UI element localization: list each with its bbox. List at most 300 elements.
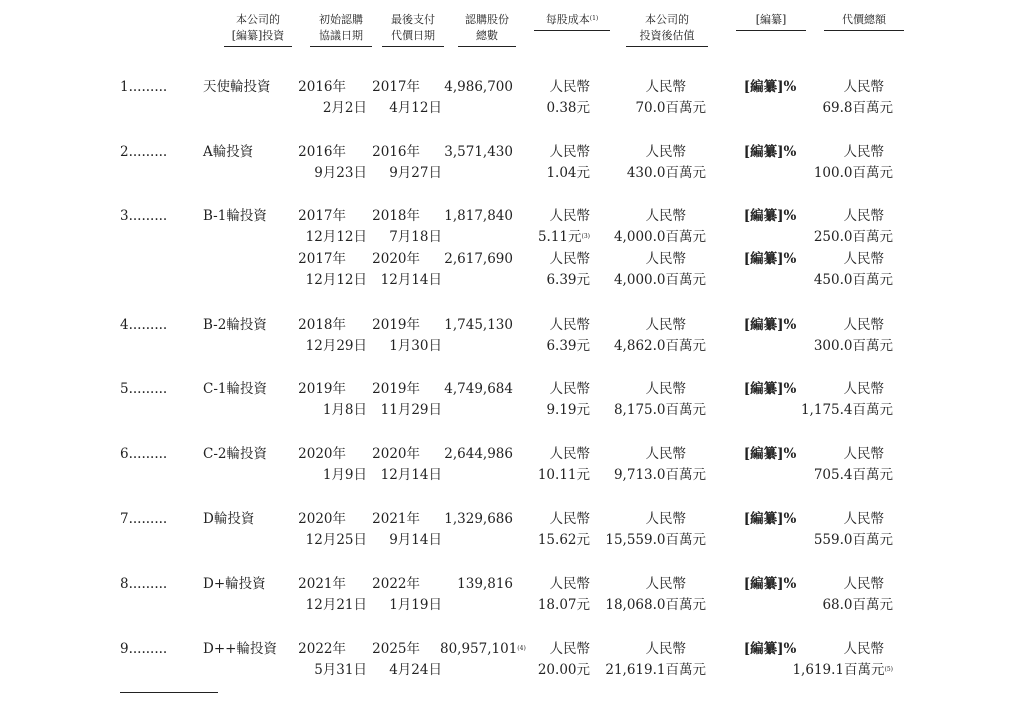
- redacted-percent-text: [編纂]%: [743, 208, 797, 224]
- cost-per-share: [530, 400, 590, 421]
- cost-per-share-text: 18.07元: [537, 597, 590, 613]
- agreement-monthday: [290, 595, 367, 616]
- payment-year: [364, 574, 420, 595]
- header-line: 最後支付: [391, 13, 435, 26]
- header-investment: [224, 12, 292, 47]
- payment-monthday-text: 4月24日: [389, 662, 442, 678]
- post-valuation-text: 9,713.0百萬元: [613, 467, 706, 483]
- agreement-year-text: 2022年: [298, 641, 346, 657]
- shares-total: [440, 206, 513, 227]
- agreement-year-text: 2020年: [298, 511, 346, 527]
- redacted-percent-text: [編纂]%: [743, 79, 797, 95]
- redacted-percent-text: [編纂]%: [743, 381, 797, 397]
- agreement-monthday: [290, 336, 367, 357]
- round-name-text: D+輪投資: [203, 576, 266, 592]
- round-name-text: B-1輪投資: [203, 208, 267, 224]
- redacted-percent: [740, 142, 800, 163]
- payment-monthday-text: 12月14日: [380, 467, 442, 483]
- payment-monthday-text: 9月14日: [389, 532, 442, 548]
- shares-total-text: 2,644,986: [444, 446, 513, 462]
- shares-total-text: 1,817,840: [444, 208, 513, 224]
- header-line: 本公司的: [645, 13, 689, 26]
- payment-monthday-text: 11月29日: [380, 402, 442, 418]
- consideration-currency-text: 人民幣: [843, 381, 884, 397]
- cost-currency-text: 人民幣: [549, 446, 590, 462]
- round-name-text: C-1輪投資: [203, 381, 267, 397]
- payment-year-text: 2021年: [372, 511, 420, 527]
- shares-total: [440, 315, 513, 336]
- payment-year: [364, 315, 420, 336]
- consideration-currency: [800, 249, 884, 270]
- round-name-text: C-2輪投資: [203, 446, 267, 462]
- shares-total: [440, 444, 513, 465]
- valuation-currency: [600, 206, 686, 227]
- cost-currency-text: 人民幣: [549, 251, 590, 267]
- row-number-text: 9.........: [120, 641, 168, 657]
- redacted-percent-text: [編纂]%: [743, 317, 797, 333]
- post-valuation-text: 4,000.0百萬元: [613, 229, 706, 245]
- cost-currency-text: 人民幣: [549, 511, 590, 527]
- payment-monthday-text: 12月14日: [380, 272, 442, 288]
- cost-per-share: [530, 660, 590, 681]
- redacted-percent: [740, 574, 800, 595]
- post-valuation-text: 4,000.0百萬元: [613, 272, 706, 288]
- row-number: [120, 574, 180, 595]
- header-line: [編纂]: [736, 12, 806, 31]
- redacted-percent: [740, 379, 800, 400]
- cost-per-share: [530, 270, 590, 291]
- header-line: 協議日期: [310, 28, 372, 47]
- consideration-total: [780, 400, 893, 421]
- redacted-percent: [740, 206, 800, 227]
- cost-per-share: [530, 227, 590, 248]
- valuation-currency-text: 人民幣: [645, 381, 686, 397]
- agreement-monthday: [290, 400, 367, 421]
- agreement-monthday-text: 12月12日: [305, 229, 367, 245]
- agreement-year: [290, 509, 346, 530]
- payment-year-text: 2019年: [372, 317, 420, 333]
- payment-year: [364, 142, 420, 163]
- header-line: 初始認購: [319, 13, 363, 26]
- row-number-text: 5.........: [120, 381, 168, 397]
- round-name: [203, 142, 283, 163]
- agreement-monthday-text: 12月12日: [305, 272, 367, 288]
- shares-total: [440, 379, 513, 400]
- shares-total-text: 1,329,686: [444, 511, 513, 527]
- cost-per-share: [530, 595, 590, 616]
- cost-per-share-text: 20.00元: [537, 662, 590, 678]
- cost-per-share-text: 9.19元: [546, 402, 590, 418]
- cost-currency-text: 人民幣: [549, 381, 590, 397]
- consideration-currency: [800, 574, 884, 595]
- header-consideration: [824, 12, 904, 31]
- agreement-year: [290, 249, 346, 270]
- round-name: [203, 379, 283, 400]
- consideration-total: [780, 595, 893, 616]
- redacted-percent: [740, 509, 800, 530]
- agreement-monthday-text: 12月25日: [305, 532, 367, 548]
- consideration-total-text: 68.0百萬元: [822, 597, 893, 613]
- redacted-percent: [740, 315, 800, 336]
- payment-year-text: 2020年: [372, 251, 420, 267]
- valuation-currency: [600, 142, 686, 163]
- row-number-text: 8.........: [120, 576, 168, 592]
- agreement-monthday-text: 12月21日: [305, 597, 367, 613]
- redacted-percent: [740, 639, 800, 660]
- payment-year-text: 2018年: [372, 208, 420, 224]
- shares-total-text: 80,957,101: [440, 641, 518, 657]
- shares-total-text: 3,571,430: [444, 144, 513, 160]
- round-name: [203, 77, 283, 98]
- agreement-monthday: [290, 227, 367, 248]
- consideration-currency-text: 人民幣: [843, 511, 884, 527]
- consideration-total: [780, 270, 893, 291]
- row-number-text: 6.........: [120, 446, 168, 462]
- consideration-currency-text: 人民幣: [843, 446, 884, 462]
- row-number: [120, 379, 180, 400]
- cost-currency: [530, 574, 590, 595]
- payment-monthday-text: 1月19日: [389, 597, 442, 613]
- cost-per-share: [530, 465, 590, 486]
- shares-total: [440, 639, 526, 660]
- consideration-total: [780, 163, 893, 184]
- agreement-monthday: [290, 270, 367, 291]
- agreement-year: [290, 639, 346, 660]
- valuation-currency-text: 人民幣: [645, 79, 686, 95]
- cost-per-share: [530, 530, 590, 551]
- agreement-year: [290, 379, 346, 400]
- footnote-ref: (4): [517, 645, 526, 652]
- shares-total: [440, 142, 513, 163]
- post-valuation: [600, 400, 706, 421]
- consideration-currency-text: 人民幣: [843, 251, 884, 267]
- round-name-text: A輪投資: [203, 144, 254, 160]
- valuation-currency: [600, 315, 686, 336]
- consideration-currency: [800, 206, 884, 227]
- header-line: [534, 12, 610, 31]
- payment-year-text: 2020年: [372, 446, 420, 462]
- consideration-total-text: 100.0百萬元: [813, 165, 893, 181]
- row-number: [120, 315, 180, 336]
- row-number: [120, 142, 180, 163]
- consideration-currency: [800, 77, 884, 98]
- cost-currency: [530, 315, 590, 336]
- agreement-monthday: [290, 98, 367, 119]
- footnote-ref: (3): [581, 233, 590, 240]
- agreement-year-text: 2018年: [298, 317, 346, 333]
- cost-currency-text: 人民幣: [549, 79, 590, 95]
- agreement-year: [290, 315, 346, 336]
- redacted-percent: [740, 249, 800, 270]
- valuation-currency: [600, 574, 686, 595]
- payment-year-text: 2019年: [372, 381, 420, 397]
- cost-currency-text: 人民幣: [549, 576, 590, 592]
- consideration-total: [780, 465, 893, 486]
- payment-year: [364, 639, 420, 660]
- agreement-year: [290, 77, 346, 98]
- cost-per-share: [530, 336, 590, 357]
- consideration-currency: [800, 315, 884, 336]
- cost-per-share-text: 15.62元: [537, 532, 590, 548]
- round-name: [203, 574, 283, 595]
- cost-per-share-text: 1.04元: [546, 165, 590, 181]
- redacted-percent-text: [編纂]%: [743, 641, 797, 657]
- row-number: [120, 206, 180, 227]
- header-line: 本公司的: [236, 13, 280, 26]
- consideration-currency-text: 人民幣: [843, 208, 884, 224]
- consideration-total-text: 1,175.4百萬元: [800, 402, 893, 418]
- header-agreement-date: [310, 12, 372, 47]
- payment-monthday: [364, 227, 442, 248]
- valuation-currency: [600, 509, 686, 530]
- row-number: [120, 509, 180, 530]
- cost-per-share-text: 5.11元: [537, 229, 582, 245]
- agreement-monthday: [290, 660, 367, 681]
- consideration-total-text: 250.0百萬元: [813, 229, 893, 245]
- cost-currency-text: 人民幣: [549, 317, 590, 333]
- cost-currency: [530, 249, 590, 270]
- payment-monthday: [364, 660, 442, 681]
- consideration-currency-text: 人民幣: [843, 641, 884, 657]
- consideration-total-text: 705.4百萬元: [813, 467, 893, 483]
- round-name: [203, 509, 283, 530]
- payment-year-text: 2025年: [372, 641, 420, 657]
- agreement-year-text: 2017年: [298, 208, 346, 224]
- consideration-total: [780, 98, 893, 119]
- cost-per-share: [530, 163, 590, 184]
- consideration-currency: [800, 509, 884, 530]
- footnote-ref: (1): [589, 15, 599, 22]
- valuation-currency: [600, 639, 686, 660]
- valuation-currency-text: 人民幣: [645, 576, 686, 592]
- row-number-text: 7.........: [120, 511, 168, 527]
- redacted-percent-text: [編纂]%: [743, 446, 797, 462]
- consideration-currency-text: 人民幣: [843, 79, 884, 95]
- redacted-percent-text: [編纂]%: [743, 576, 797, 592]
- redacted-percent: [740, 77, 800, 98]
- cost-currency: [530, 142, 590, 163]
- payment-year: [364, 249, 420, 270]
- consideration-total-text: 69.8百萬元: [822, 100, 893, 116]
- round-name: [203, 639, 283, 660]
- consideration-total: [780, 336, 893, 357]
- consideration-currency: [800, 379, 884, 400]
- valuation-currency: [600, 77, 686, 98]
- shares-total-text: 2,617,690: [444, 251, 513, 267]
- agreement-year-text: 2019年: [298, 381, 346, 397]
- valuation-currency-text: 人民幣: [645, 511, 686, 527]
- shares-total: [440, 77, 513, 98]
- agreement-monthday-text: 1月9日: [322, 467, 367, 483]
- consideration-currency: [800, 639, 884, 660]
- agreement-year: [290, 206, 346, 227]
- payment-year: [364, 206, 420, 227]
- post-valuation: [600, 336, 706, 357]
- row-number-text: 1.........: [120, 79, 168, 95]
- agreement-monthday-text: 1月8日: [322, 402, 367, 418]
- agreement-monthday-text: 9月23日: [314, 165, 367, 181]
- payment-monthday: [364, 163, 442, 184]
- consideration-currency: [800, 444, 884, 465]
- post-valuation: [600, 227, 706, 248]
- row-number-text: 2.........: [120, 144, 168, 160]
- cost-currency: [530, 509, 590, 530]
- footnote-ref: (5): [884, 666, 893, 673]
- post-valuation: [600, 98, 706, 119]
- shares-total: [440, 249, 513, 270]
- consideration-total-text: 559.0百萬元: [813, 532, 893, 548]
- payment-monthday: [364, 98, 442, 119]
- redacted-percent-text: [編纂]%: [743, 251, 797, 267]
- payment-monthday: [364, 530, 442, 551]
- cost-currency: [530, 77, 590, 98]
- row-number-text: 3.........: [120, 208, 168, 224]
- header-redacted: [736, 12, 806, 31]
- post-valuation-text: 4,862.0百萬元: [613, 338, 706, 354]
- consideration-total-text: 450.0百萬元: [813, 272, 893, 288]
- post-valuation: [600, 270, 706, 291]
- consideration-currency-text: 人民幣: [843, 317, 884, 333]
- agreement-year: [290, 444, 346, 465]
- header-text: 每股成本: [545, 13, 590, 26]
- cost-per-share: [530, 98, 590, 119]
- valuation-currency-text: 人民幣: [645, 144, 686, 160]
- payment-monthday: [364, 465, 442, 486]
- agreement-monthday-text: 2月2日: [322, 100, 367, 116]
- agreement-year-text: 2020年: [298, 446, 346, 462]
- agreement-monthday: [290, 465, 367, 486]
- payment-year: [364, 509, 420, 530]
- consideration-total-text: 1,619.1百萬元: [792, 662, 885, 678]
- row-number: [120, 639, 180, 660]
- row-number-text: 4.........: [120, 317, 168, 333]
- shares-total: [440, 509, 513, 530]
- shares-total: [440, 574, 513, 595]
- payment-monthday: [364, 400, 442, 421]
- footnote-divider: [120, 692, 218, 693]
- header-line: [編纂]投資: [224, 28, 292, 47]
- post-valuation: [600, 530, 706, 551]
- valuation-currency-text: 人民幣: [645, 641, 686, 657]
- payment-monthday-text: 1月30日: [389, 338, 442, 354]
- valuation-currency-text: 人民幣: [645, 208, 686, 224]
- agreement-monthday: [290, 530, 367, 551]
- post-valuation-text: 15,559.0百萬元: [605, 532, 706, 548]
- valuation-currency: [600, 379, 686, 400]
- header-payment-date: [382, 12, 444, 47]
- cost-currency-text: 人民幣: [549, 208, 590, 224]
- post-valuation-text: 70.0百萬元: [635, 100, 706, 116]
- shares-total-text: 4,986,700: [444, 79, 513, 95]
- shares-total-text: 4,749,684: [444, 381, 513, 397]
- round-name: [203, 444, 283, 465]
- agreement-year: [290, 142, 346, 163]
- payment-monthday: [364, 270, 442, 291]
- payment-year-text: 2022年: [372, 576, 420, 592]
- cost-currency: [530, 639, 590, 660]
- consideration-total: [780, 227, 893, 248]
- payment-year: [364, 77, 420, 98]
- payment-year: [364, 444, 420, 465]
- redacted-percent-text: [編纂]%: [743, 511, 797, 527]
- cost-currency: [530, 379, 590, 400]
- agreement-monthday-text: 12月29日: [305, 338, 367, 354]
- cost-currency-text: 人民幣: [549, 641, 590, 657]
- round-name-text: B-2輪投資: [203, 317, 267, 333]
- cost-per-share-text: 6.39元: [546, 272, 590, 288]
- agreement-year: [290, 574, 346, 595]
- row-number: [120, 444, 180, 465]
- cost-per-share-text: 6.39元: [546, 338, 590, 354]
- post-valuation-text: 18,068.0百萬元: [605, 597, 706, 613]
- payment-monthday: [364, 336, 442, 357]
- post-valuation-text: 21,619.1百萬元: [605, 662, 706, 678]
- round-name-text: D輪投資: [203, 511, 255, 527]
- payment-monthday-text: 4月12日: [389, 100, 442, 116]
- post-valuation: [600, 163, 706, 184]
- round-name: [203, 206, 283, 227]
- header-shares: [458, 12, 516, 47]
- header-line: 代價日期: [382, 28, 444, 47]
- cost-currency: [530, 206, 590, 227]
- consideration-total-text: 300.0百萬元: [813, 338, 893, 354]
- consideration-currency-text: 人民幣: [843, 576, 884, 592]
- post-valuation-text: 8,175.0百萬元: [613, 402, 706, 418]
- payment-year: [364, 379, 420, 400]
- consideration-currency-text: 人民幣: [843, 144, 884, 160]
- cost-currency: [530, 444, 590, 465]
- valuation-currency-text: 人民幣: [645, 317, 686, 333]
- shares-total-text: 1,745,130: [444, 317, 513, 333]
- payment-year-text: 2016年: [372, 144, 420, 160]
- valuation-currency: [600, 249, 686, 270]
- valuation-currency-text: 人民幣: [645, 251, 686, 267]
- valuation-currency: [600, 444, 686, 465]
- post-valuation: [600, 465, 706, 486]
- consideration-total: [780, 530, 893, 551]
- consideration-currency: [800, 142, 884, 163]
- redacted-percent: [740, 444, 800, 465]
- post-valuation: [600, 660, 706, 681]
- round-name-text: D++輪投資: [203, 641, 277, 657]
- agreement-year-text: 2016年: [298, 144, 346, 160]
- consideration-total: [780, 660, 893, 681]
- row-number: [120, 77, 180, 98]
- header-post-valuation: [626, 12, 708, 47]
- round-name-text: 天使輪投資: [203, 79, 271, 95]
- header-line: 總數: [458, 28, 516, 47]
- payment-monthday: [364, 595, 442, 616]
- round-name: [203, 315, 283, 336]
- cost-per-share-text: 10.11元: [537, 467, 590, 483]
- shares-total-text: 139,816: [457, 576, 513, 592]
- payment-monthday-text: 9月27日: [389, 165, 442, 181]
- valuation-currency-text: 人民幣: [645, 446, 686, 462]
- payment-monthday-text: 7月18日: [389, 229, 442, 245]
- agreement-year-text: 2017年: [298, 251, 346, 267]
- payment-year-text: 2017年: [372, 79, 420, 95]
- agreement-year-text: 2016年: [298, 79, 346, 95]
- agreement-year-text: 2021年: [298, 576, 346, 592]
- agreement-monthday-text: 5月31日: [314, 662, 367, 678]
- cost-per-share-text: 0.38元: [546, 100, 590, 116]
- header-line: 投資後估值: [626, 28, 708, 47]
- agreement-monthday: [290, 163, 367, 184]
- header-line: 代價總額: [824, 12, 904, 31]
- cost-currency-text: 人民幣: [549, 144, 590, 160]
- header-line: 認購股份: [465, 13, 509, 26]
- redacted-percent-text: [編纂]%: [743, 144, 797, 160]
